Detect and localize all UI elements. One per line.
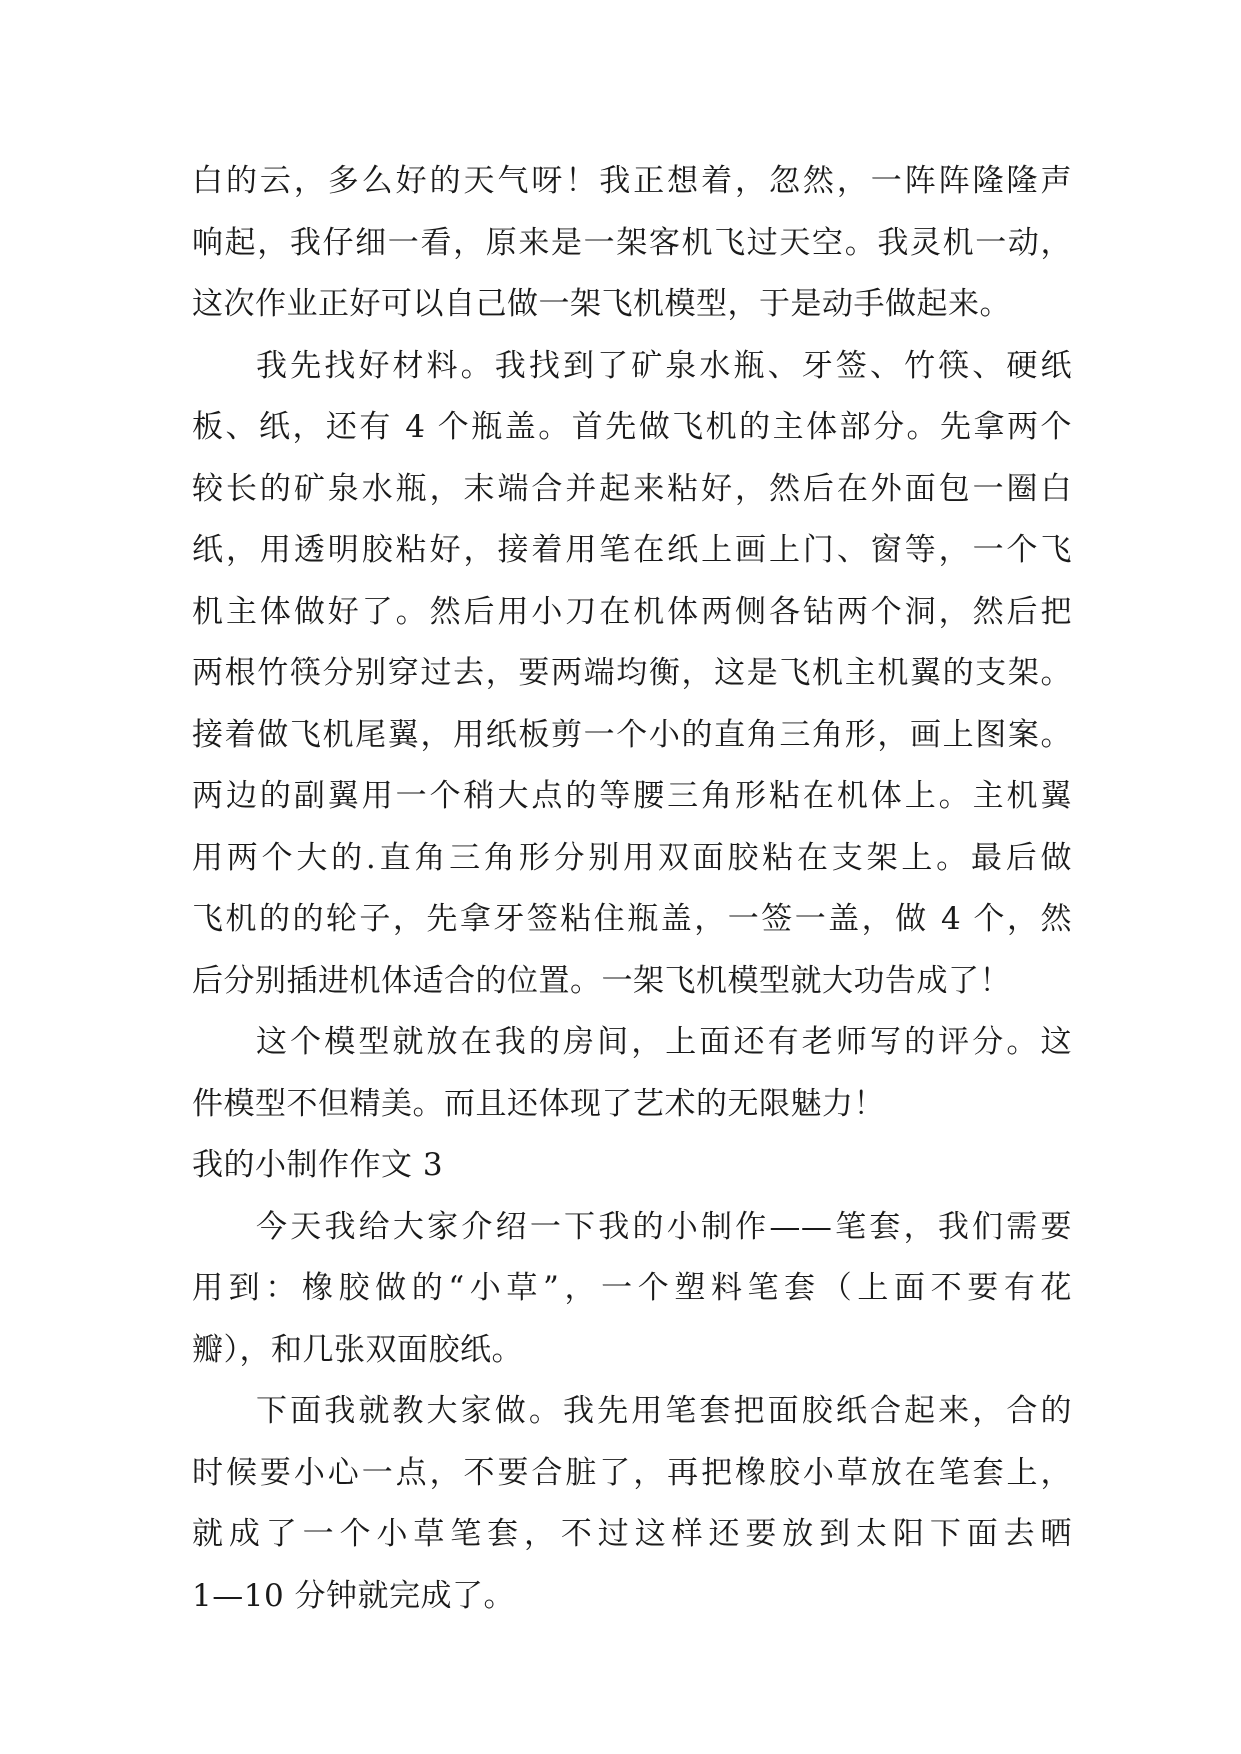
text-line: 这次作业正好可以自己做一架飞机模型，于是动手做起来。 [192, 286, 1011, 322]
text-line: 用到：橡胶做的“小草”，一个塑料笔套（上面不要有花 [192, 1270, 1072, 1306]
text-line: 响起，我仔细一看，原来是一架客机飞过天空。我灵机一动， [192, 224, 1072, 261]
text-line: 时候要小心一点，不要合脏了，再把橡胶小草放在笔套上， [192, 1454, 1072, 1491]
text-line: 板、纸，还有 4 个瓶盖。首先做飞机的主体部分。先拿两个 [192, 409, 1072, 445]
text-line: 飞机的的轮子，先拿牙签粘住瓶盖，一签一盖，做 4 个，然 [192, 901, 1072, 937]
text-line: 接着做飞机尾翼，用纸板剪一个小的直角三角形，画上图案。 [192, 716, 1072, 753]
text-line: 两边的副翼用一个稍大点的等腰三角形粘在机体上。主机翼 [192, 778, 1072, 814]
text-line: 白的云，多么好的天气呀！我正想着，忽然，一阵阵隆隆声 [192, 163, 1072, 199]
text-line: 件模型不但精美。而且还体现了艺术的无限魅力！ [192, 1085, 885, 1122]
document-body [192, 151, 1072, 1627]
text-line: 两根竹筷分别穿过去，要两端均衡，这是飞机主机翼的支架。 [192, 655, 1072, 691]
section-heading: 我的小制作作文 3 [192, 1147, 444, 1183]
text-line: 后分别插进机体适合的位置。一架飞机模型就大功告成了！ [192, 962, 1011, 999]
text-line: 瓣），和几张双面胶纸。 [192, 1331, 523, 1368]
text-line: 下面我就教大家做。我先用笔套把面胶纸合起来，合的 [256, 1393, 1072, 1429]
text-line: 今天我给大家介绍一下我的小制作——笔套，我们需要 [256, 1208, 1072, 1245]
text-line: 1—10 分钟就完成了。 [192, 1577, 516, 1614]
text-line: 我先找好材料。我找到了矿泉水瓶、牙签、竹筷、硬纸 [256, 347, 1072, 384]
text-line: 就成了一个小草笔套，不过这样还要放到太阳下面去晒 [192, 1516, 1072, 1552]
text-line: 这个模型就放在我的房间，上面还有老师写的评分。这 [256, 1024, 1072, 1060]
text-line: 较长的矿泉水瓶，末端合并起来粘好，然后在外面包一圈白 [192, 470, 1072, 507]
text-line: 用两个大的.直角三角形分别用双面胶粘在支架上。最后做 [192, 839, 1072, 876]
text-line: 纸，用透明胶粘好，接着用笔在纸上画上门、窗等，一个飞 [192, 532, 1072, 568]
text-line: 机主体做好了。然后用小刀在机体两侧各钻两个洞，然后把 [192, 593, 1072, 630]
